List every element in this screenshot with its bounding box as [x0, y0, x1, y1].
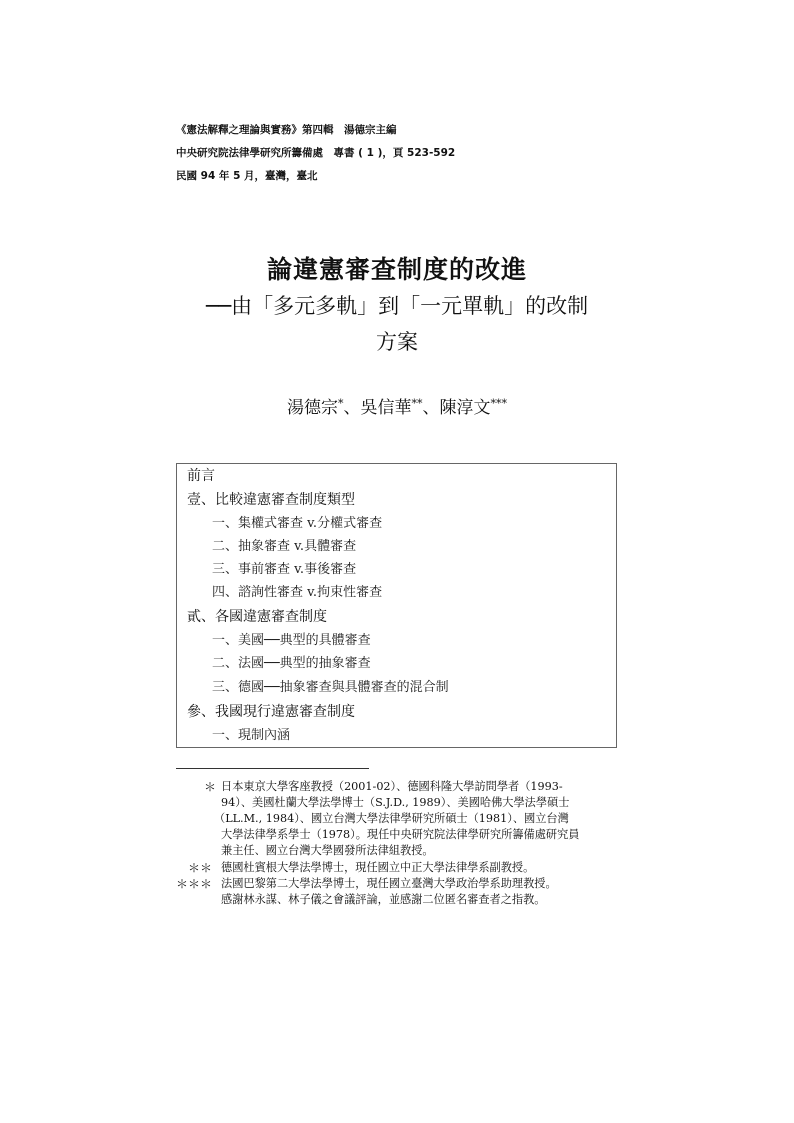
table-of-contents	[176, 463, 617, 748]
toc-item: 一、美國──典型的具體審查	[212, 633, 371, 648]
author-2-mark: **	[411, 397, 423, 410]
publisher-info: 中央研究院法律學研究所籌備處 專書 ( 1 )，頁 523-592	[176, 147, 456, 159]
footnote-1-line: （LL.M., 1984）、國立台灣大學法律學研究所碩士（1981）、國立台灣	[214, 812, 569, 825]
series-info: 《憲法解釋之理論與實務》第四輯 湯德宗主編	[176, 124, 397, 136]
footnote-1-line: 兼主任、國立台灣大學國發所法律組教授。	[221, 844, 434, 857]
toc-item: 貳、各國違憲審查制度	[187, 609, 327, 625]
author-separator: 、	[343, 398, 361, 418]
author-1-mark: *	[338, 397, 344, 410]
toc-item: 前言	[187, 468, 215, 484]
toc-item: 二、法國──典型的抽象審查	[212, 656, 371, 671]
toc-item: 參、我國現行違憲審查制度	[187, 704, 355, 720]
author-separator: 、	[422, 398, 440, 418]
toc-item: 二、抽象審查 v.具體審查	[212, 539, 357, 554]
footnote-divider	[176, 768, 369, 769]
toc-item: 一、集權式審查 v.分權式審查	[212, 516, 383, 531]
paper-title: 論違憲審查制度的改進	[266, 255, 527, 284]
author-3-mark: ***	[490, 397, 507, 410]
footnote-1-line: 94）、美國杜蘭大學法學博士（S.J.D., 1989）、美國哈佛大學法學碩士	[221, 796, 570, 809]
footnote-1-mark: ＊	[204, 780, 217, 794]
author-list	[0, 393, 794, 418]
paper-subtitle-line1: ──由「多元多軌」到「一元單軌」的改制	[205, 294, 589, 318]
toc-item: 一、現制內涵	[212, 728, 291, 743]
paper-subtitle-line2: 方案	[376, 330, 418, 354]
author-1: 湯德宗	[287, 398, 338, 418]
toc-item: 壹、比較違憲審查制度類型	[187, 492, 355, 508]
toc-item: 三、德國──抽象審查與具體審查的混合制	[212, 680, 449, 695]
footnote-2-text: 德國杜賓根大學法學博士，現任國立中正大學法律學系副教授。	[221, 861, 535, 874]
footnote-3-text: 法國巴黎第二大學法學博士，現任國立臺灣大學政治學系助理教授。	[221, 877, 557, 890]
author-2: 吳信華	[360, 398, 412, 418]
footnote-2-mark: ＊＊	[188, 861, 213, 875]
footnote-1-line: 日本東京大學客座教授（2001-02）、德國科隆大學訪問學者（1993-	[221, 780, 563, 793]
footnote-1-line: 大學法律學系學士（1978）。現任中央研究院法律學研究所籌備處研究員	[221, 828, 580, 841]
publication-date: 民國 94 年 5 月，臺灣，臺北	[176, 170, 318, 182]
acknowledgement-text: 感謝林永謀、林子儀之會議評論，並感謝二位匿名審查者之指教。	[221, 893, 546, 906]
toc-item: 四、諮詢性審查 v.拘束性審查	[212, 585, 383, 600]
author-3: 陳淳文	[439, 398, 491, 418]
toc-item: 三、事前審查 v.事後審查	[212, 562, 357, 577]
footnote-3-mark: ＊＊＊	[176, 877, 213, 891]
